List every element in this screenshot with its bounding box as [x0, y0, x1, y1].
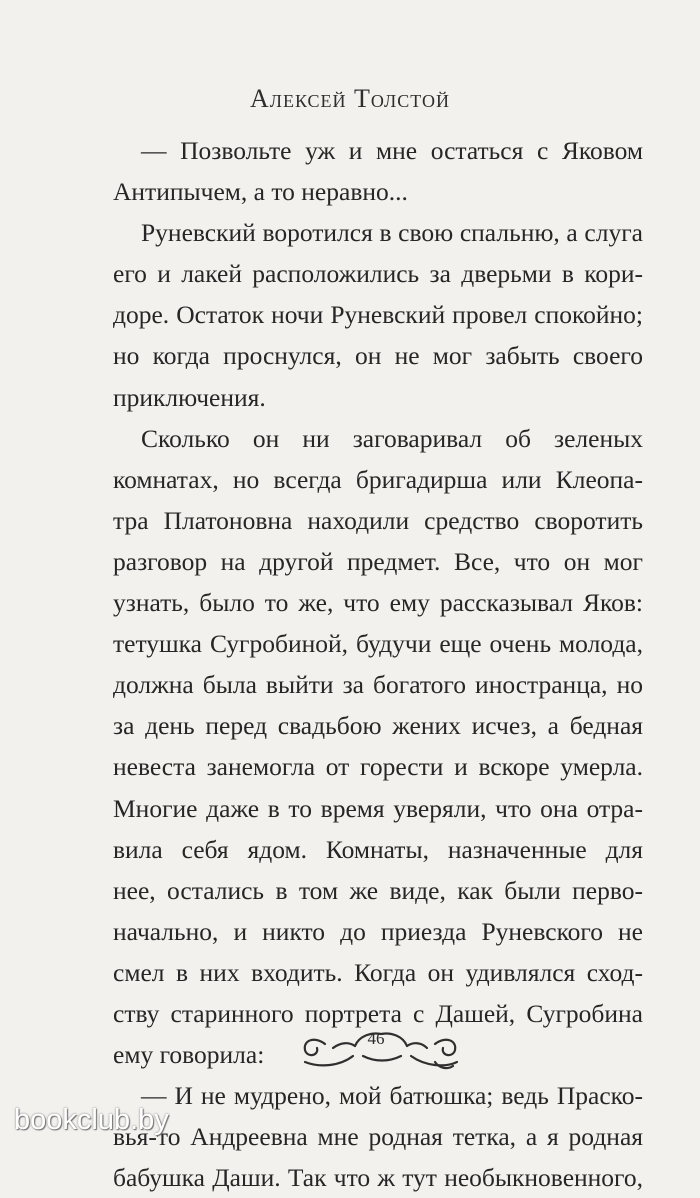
text-line: ему говорила: — [113, 1040, 265, 1070]
text-line: вья-то Андреевна мне родная тетка, а я родная — [113, 1122, 643, 1152]
text-line: приключения. — [113, 382, 266, 412]
text-line: Руневский воротился в свою спальню, а слуга — [141, 218, 643, 248]
text-line: ству старинного портрета с Дашей, Сугробина — [113, 998, 643, 1028]
page-number: 46 — [367, 1029, 385, 1048]
text-line: но когда проснулся, он не мог забыть своего — [113, 341, 643, 371]
text-line: должна была выйти за богатого иностранца, но — [113, 670, 643, 700]
text-line: узнать, было то же, что ему рассказывал Яков: — [113, 588, 643, 618]
text-line: Многие даже в то время уверяли, что она отра- — [113, 793, 643, 823]
text-line: Сколько он ни заговаривал об зеленых — [141, 423, 643, 453]
text-line: нее, остались в том же виде, как были перво- — [113, 875, 643, 905]
text-line: тра Платоновна находили средство своротить — [113, 505, 643, 535]
text-line: вила себя ядом. Комнаты, назначенные для — [113, 834, 643, 864]
text-line: смел в них входить. Когда он удивлялся сход- — [113, 957, 643, 987]
text-line: Антипычем, а то неравно... — [113, 177, 408, 207]
text-line: его и лакей расположились за дверьми в кори- — [113, 259, 643, 289]
text-line: доре. Остаток ночи Руневский провел спокойно; — [113, 300, 643, 330]
text-line: комнатах, но всегда бригадирша или Клеопа- — [113, 464, 643, 494]
text-line: бабушка Даши. Так что ж тут необыкновенного, — [113, 1163, 643, 1193]
text-line: начально, и никто до приезда Руневского не — [113, 916, 643, 946]
watermark-text: bookclub.by — [14, 1104, 169, 1136]
text-line: тетушка Сугробиной, будучи еще очень молода, — [113, 629, 643, 659]
text-line: невеста занемогла от горести и вскоре умерла. — [113, 752, 643, 782]
text-line: — Позвольте уж и мне остаться с Яковом — [141, 136, 643, 165]
text-line: — И не мудрено, мой батюшка; ведь Праско- — [141, 1081, 643, 1111]
text-line: за день перед свадьбою жених исчез, а бедная — [113, 711, 643, 741]
text-line: разговор на другой предмет. Все, что он мог — [113, 546, 643, 576]
running-header: Алексей Толстой — [250, 84, 450, 113]
